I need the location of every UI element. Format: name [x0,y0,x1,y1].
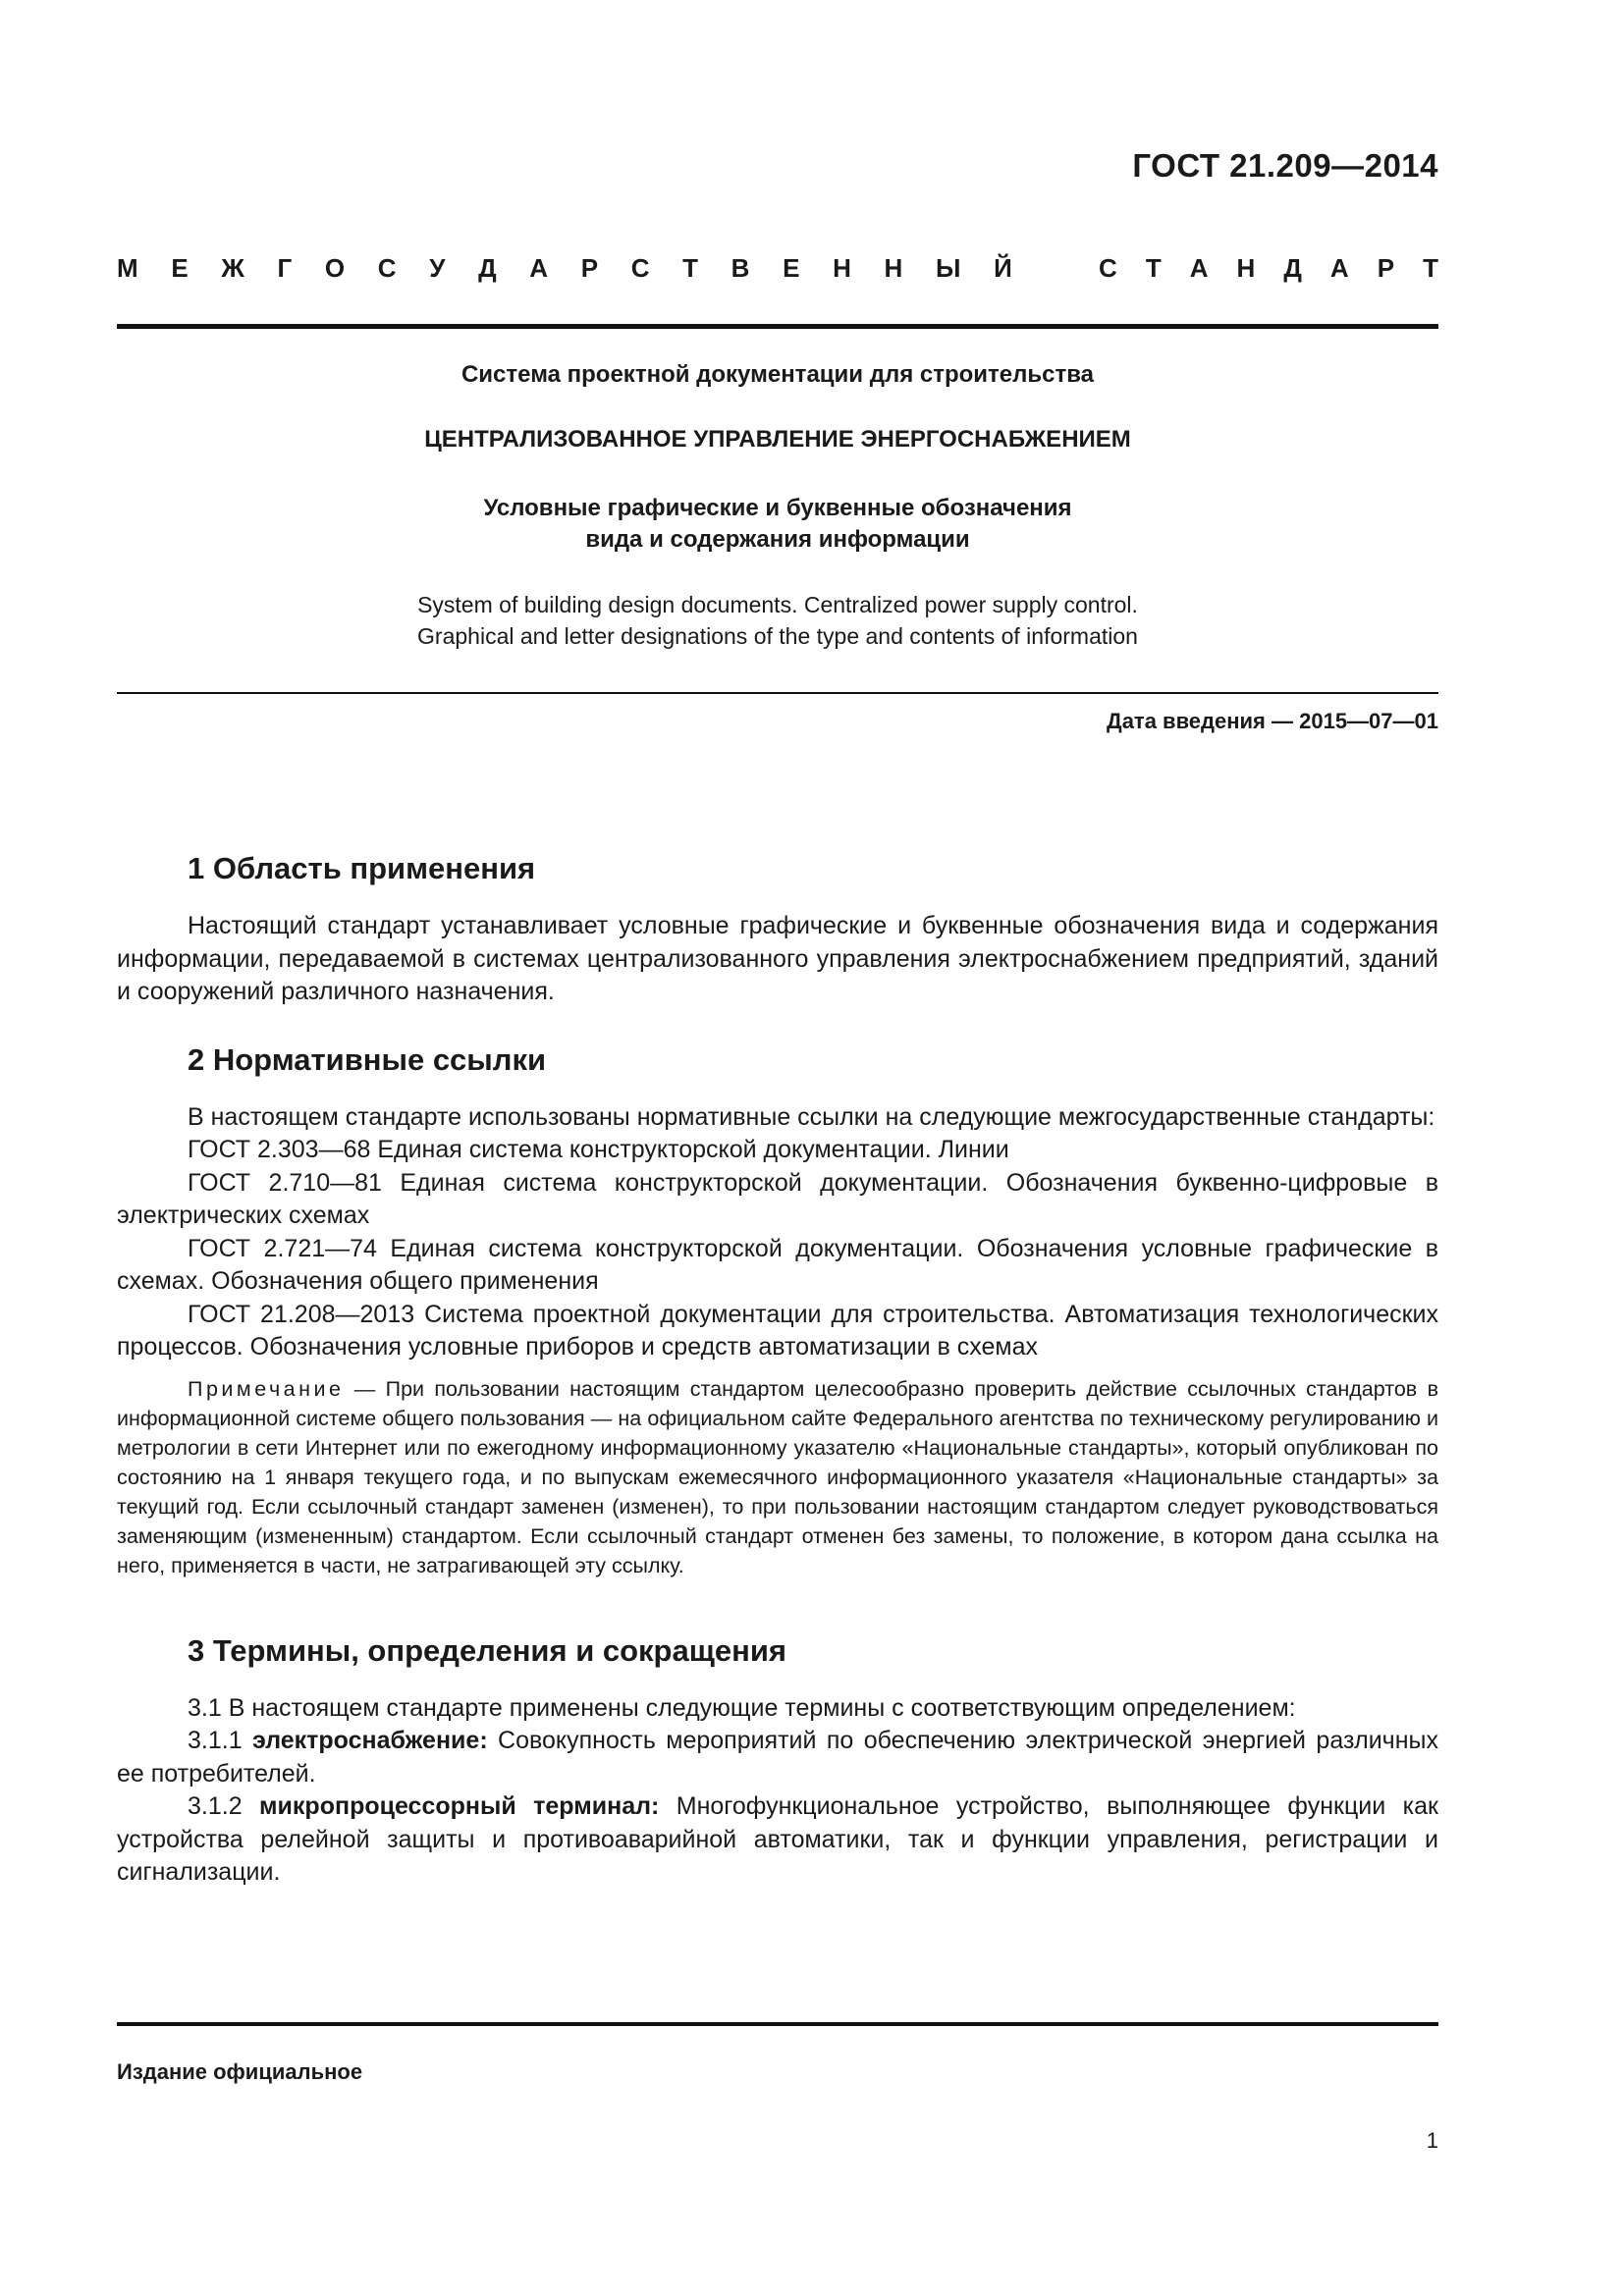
official-edition-label: Издание официальное [117,2059,363,2084]
header-divider [117,324,1438,329]
reference-item: ГОСТ 2.303—68 Единая система конструкторской документации. Линии [188,1136,1009,1163]
term: электроснабжение: [252,1727,488,1754]
letter: М [117,253,138,283]
title-divider [117,692,1438,694]
letter: С [1099,253,1117,283]
section-scope [117,849,1438,1009]
sub-title-line-1: Условные графические и буквенные обозначения [483,495,1072,521]
letter: Е [783,253,800,283]
footer-divider [117,2022,1438,2026]
letter: О [324,253,346,283]
term-number: 3.1.2 [188,1792,260,1820]
section-normative-references [117,1041,1438,1580]
system-title: Система проектной документации для строительства [460,361,1095,388]
letter: Т [682,253,699,283]
definition: Совокупность мероприятий по обеспечению электрической энергией различных ее потребителей. [117,1727,1438,1788]
sub-title-line-2: вида и содержания информации [585,526,970,553]
english-title [117,589,1438,652]
letter: Е [171,253,189,283]
reference-item: ГОСТ 21.208—2013 Система проектной документации для строительства. Автоматизация технологических процессов. Обозначения условные приборов и средств автоматизации в схемах [117,1300,1438,1361]
letter: Й [994,253,1012,283]
section-terms [117,1631,1438,1890]
letter: Н [833,253,851,283]
letter: А [529,253,549,283]
paragraph: 3.1 В настоящем стандарте применены следующие термины с соответствующим определением: [188,1693,1296,1722]
letter: Т [1423,253,1438,283]
document-body [117,849,1438,1890]
sub-title [117,493,1438,556]
interstate-word-2 [1099,253,1438,284]
letter: Н [1236,253,1256,283]
introduction-date: Дата введения — 2015—07—01 [1107,709,1438,733]
english-title-line-1: System of building design documents. Centralized power supply control. [417,592,1138,617]
letter: Д [478,253,497,283]
letter: Т [1145,253,1162,283]
note-label: Примечание [188,1376,345,1401]
letter: А [1329,253,1349,283]
note-text: — При пользовании настоящим стандартом целесообразно проверить действие ссылочных стандартов в информационной системе общего пользования — на официальном сайте Федерального агентства по техническому регулированию и метрологии в сети Интернет или по ежегодному информационному указателю «Национальные стандарты», который опубликован по состоянию на 1 января текущего года, и по выпускам ежемесячного информационного указателя «Национальные стандарты» за текущий год. Если ссылочный стандарт заменен (изменен), то при пользовании настоящим стандартом следует руководствоваться заменяющим (измененным) стандартом. Если ссылочный стандарт отменен без замены, то положение, в котором дана ссылка на него, применяется в части, не затрагивающей эту ссылку. [117,1376,1438,1577]
english-title-line-2: Graphical and letter designations of the type and contents of information [417,623,1138,649]
letter: В [731,253,750,283]
gost-number: ГОСТ 21.209—2014 [1132,147,1438,184]
reference-item: ГОСТ 2.710—81 Единая система конструкторской документации. Обозначения буквенно-цифровые в электрических схемах [117,1168,1438,1229]
note [117,1374,1438,1580]
letter: У [429,253,446,283]
letter: С [377,253,397,283]
page-number: 1 [1426,2128,1438,2153]
reference-item: ГОСТ 2.721—74 Единая система конструкторской документации. Обозначения условные графические в схемах. Обозначения общего применения [117,1234,1438,1295]
paragraph: Настоящий стандарт устанавливает условные графические и буквенные обозначения вида и содержания информации, передаваемой в системах централизованного управления электроснабжением предприятий, зданий и сооружений различного назначения. [117,912,1438,1005]
definition: Многофункциональное устройство, выполняющее функции как устройства релейной защиты и противоаварийной автоматики, так и функции управления, регистрации и сигнализации. [117,1792,1438,1886]
document-page [117,0,1438,2296]
interstate-standard-heading [117,253,1438,284]
letter: Ы [935,253,961,283]
term-number: 3.1.1 [188,1727,253,1754]
letter: Р [580,253,599,283]
letter: А [1189,253,1209,283]
term-definition [117,1725,1438,1790]
interstate-word-1 [117,253,1012,284]
letter: Г [277,253,293,283]
letter: Н [884,253,903,283]
letter: С [630,253,650,283]
letter: Р [1377,253,1395,283]
term-definition [117,1790,1438,1890]
section-heading: 2 Нормативные ссылки [188,1041,547,1077]
letter: Ж [221,253,244,283]
term: микропроцессорный терминал: [259,1792,660,1820]
section-heading: 1 Область применения [188,851,536,885]
main-title: ЦЕНТРАЛИЗОВАННОЕ УПРАВЛЕНИЕ ЭНЕРГОСНАБЖЕНИЕМ [424,426,1131,453]
paragraph: В настоящем стандарте использованы нормативные ссылки на следующие межгосударственные стандарты: [188,1102,1435,1131]
section-heading: 3 Термины, определения и сокращения [188,1632,786,1668]
letter: Д [1283,253,1302,283]
